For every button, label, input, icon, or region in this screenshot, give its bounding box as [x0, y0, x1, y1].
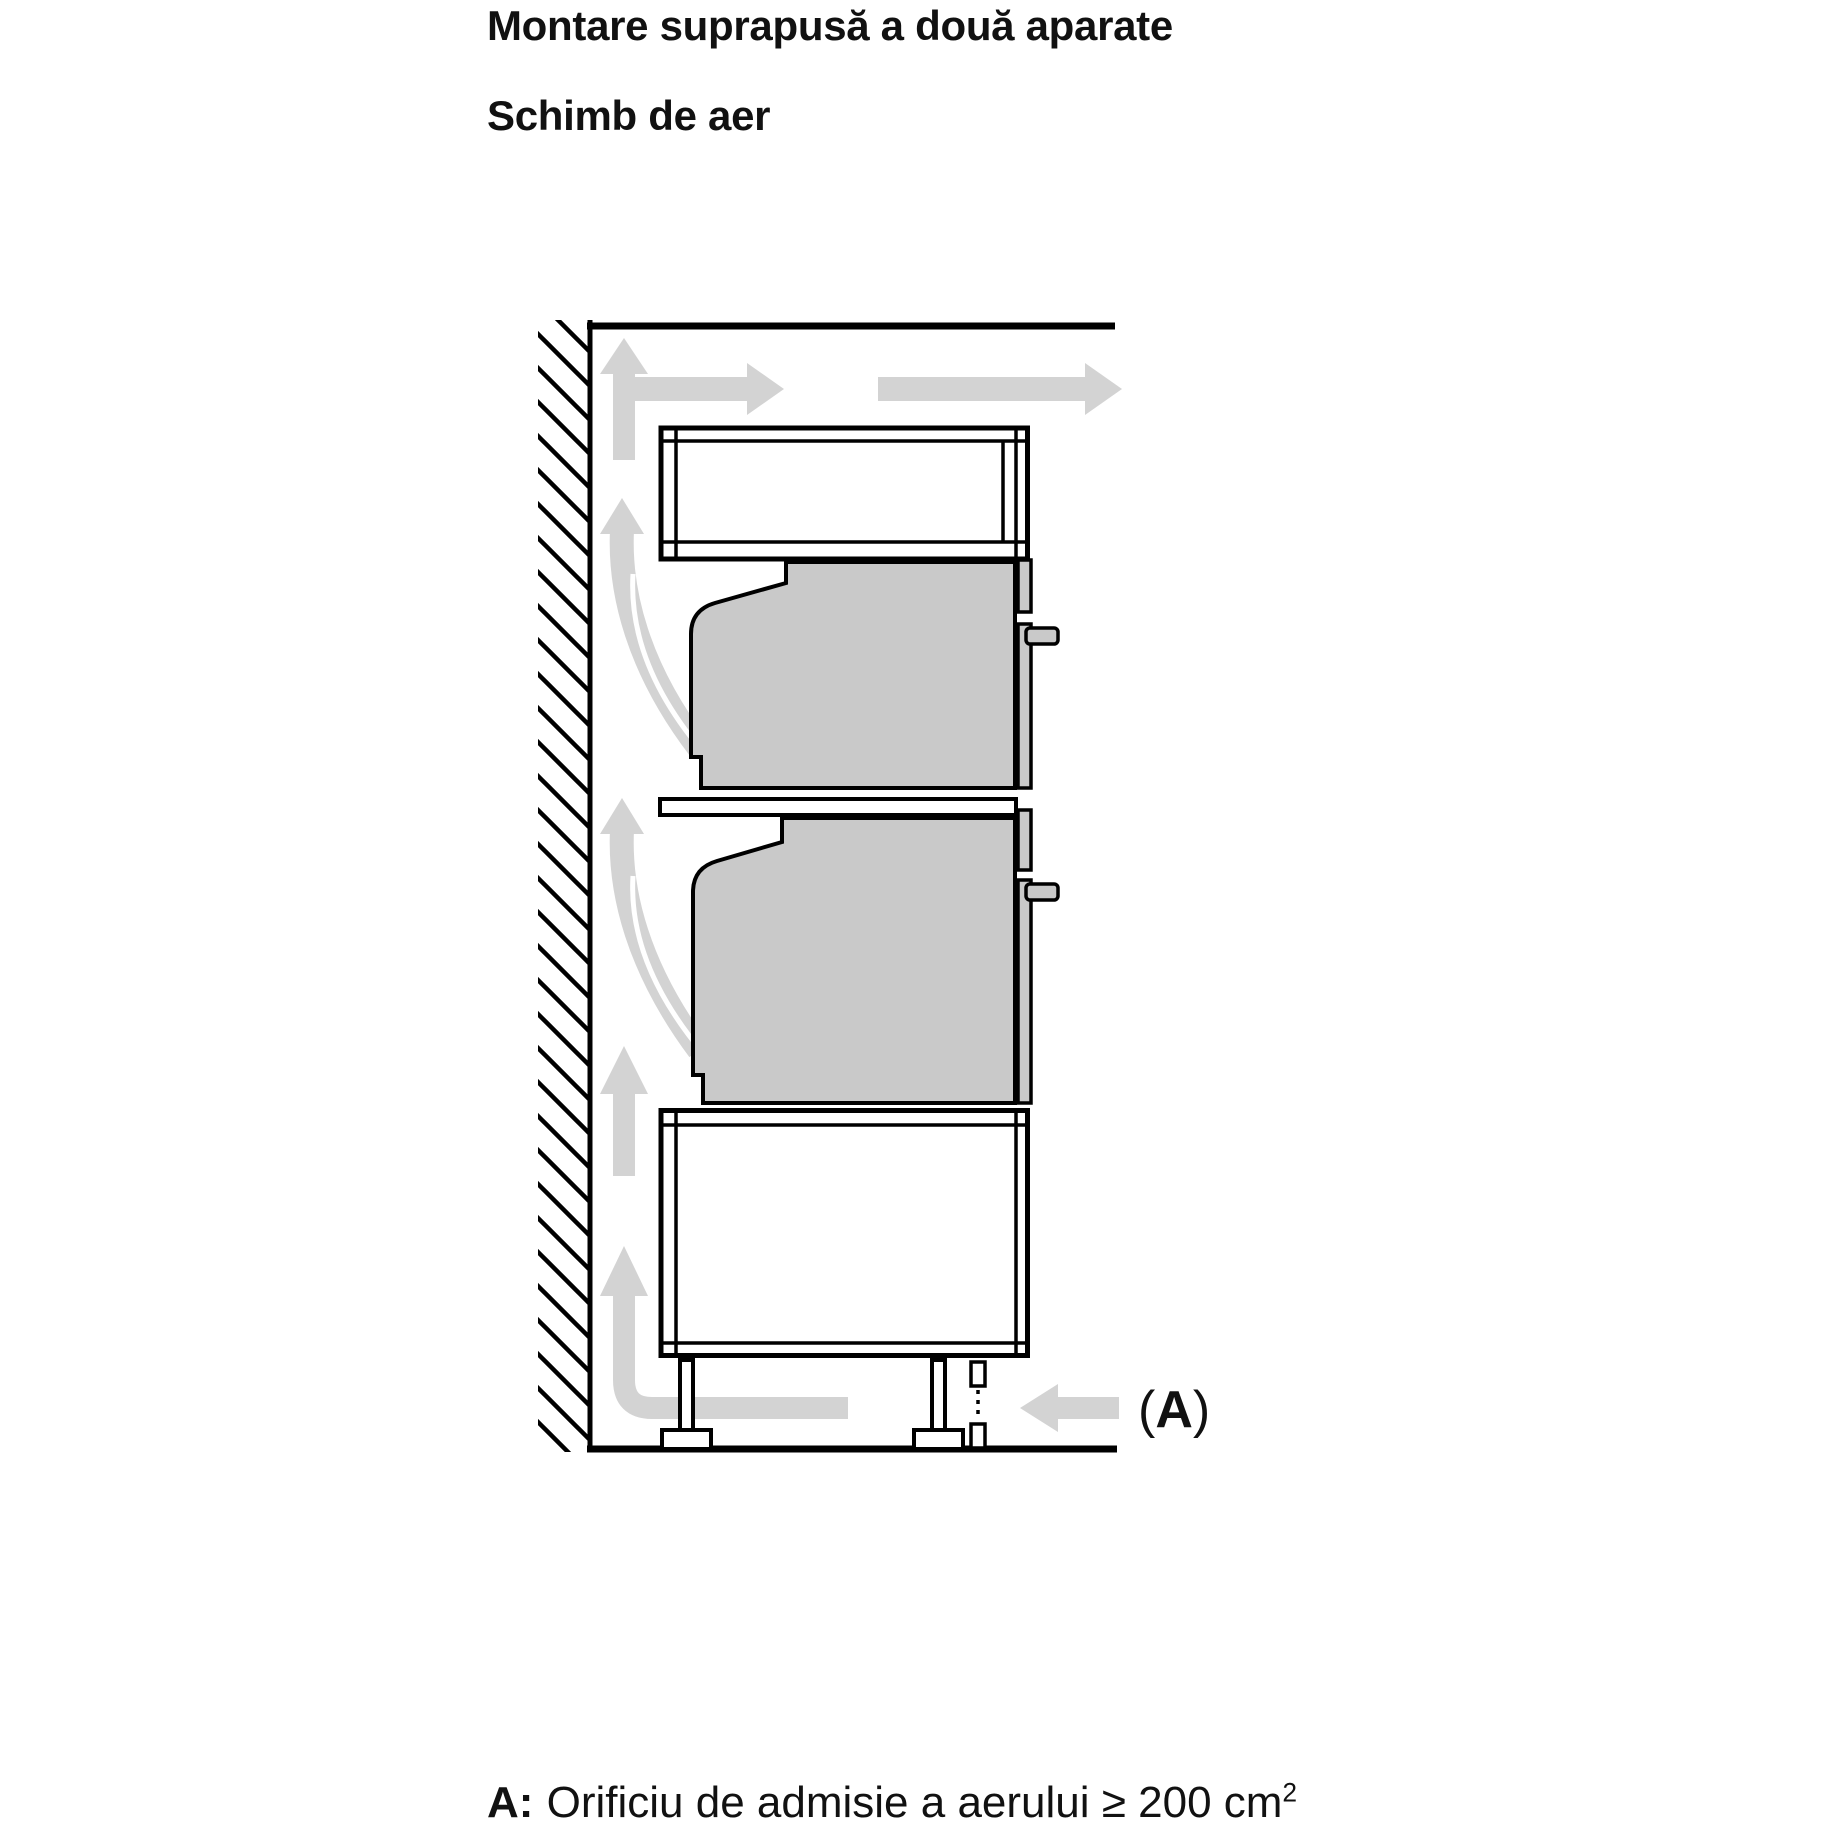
lower-appliance-door-top — [1018, 810, 1031, 870]
caption-key: A: — [487, 1778, 534, 1827]
upper-appliance — [691, 560, 1058, 788]
caption — [487, 1778, 1297, 1828]
upper-appliance-door-top — [1018, 560, 1031, 612]
base-compartment — [661, 1111, 1028, 1356]
lower-appliance — [693, 810, 1058, 1103]
lower-appliance-body — [693, 818, 1015, 1103]
plinth-marker — [971, 1362, 985, 1448]
air-inlet-label-open-paren: ( — [1138, 1381, 1156, 1439]
lower-appliance-door — [1018, 880, 1031, 1103]
upper-appliance-body — [691, 562, 1015, 788]
airflow-curved-arrow-lower — [600, 798, 703, 1053]
upper-appliance-handle — [1026, 628, 1058, 644]
air-inlet-label-close-paren: ) — [1192, 1381, 1211, 1439]
caption-text: Orificiu de admisie a aerului ≥ 200 cm — [546, 1778, 1283, 1827]
upper-compartment — [661, 428, 1028, 559]
airflow-right-arrow-2 — [878, 363, 1122, 415]
lower-appliance-handle — [1026, 884, 1058, 900]
caption-superscript: 2 — [1282, 1777, 1298, 1808]
airflow-up-arrow-base — [600, 1046, 648, 1176]
air-inlet-arrow — [1020, 1384, 1119, 1432]
upper-appliance-door — [1018, 624, 1031, 788]
cabinet-foot-right — [914, 1360, 963, 1449]
air-inlet-label-letter: A — [1155, 1381, 1193, 1439]
air-inlet-label — [1138, 1381, 1211, 1439]
section-subtitle: Schimb de aer — [487, 92, 771, 139]
wall-hatching — [538, 320, 590, 1452]
intermediate-shelf — [660, 799, 1016, 815]
page-title: Montare suprapusă a două aparate — [487, 2, 1173, 49]
